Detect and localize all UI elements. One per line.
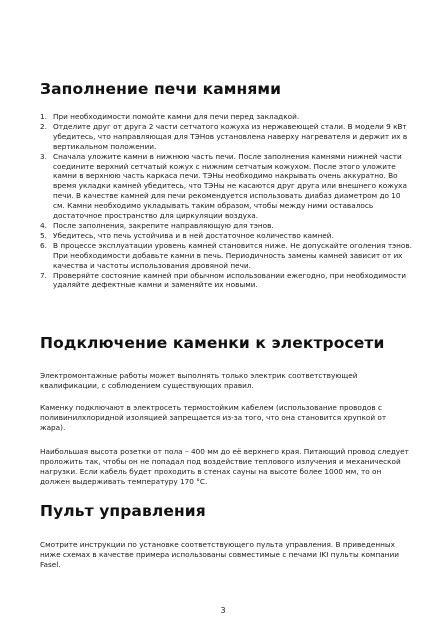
paragraph: Электромонтажные работы может выполнять только электрик соответствующей квалификации, с соблюдением существующих правил. [40, 371, 358, 390]
list-item-text: При необходимости помойте камни для печи перед закладкой. [53, 112, 300, 121]
list-item [40, 241, 412, 271]
list-item-number: 6. [40, 240, 47, 250]
list-item-number: 2. [40, 121, 47, 131]
list-item [40, 271, 412, 291]
section-title-stones: Заполнение печи камнями [40, 80, 282, 98]
list-item-text: В процессе эксплуатации уровень камней становится ниже. Не допускайте оголения тэнов. При необходимости добавьте камни в печь. Периодичность замены камней зависит от их качества и частоты использования дровяной печи. [53, 240, 412, 270]
list-item-text: Сначала уложите камни в нижнюю часть печи. После заполнения камнями нижней части соедините верхний сетчатый кожух с нижним сетчатым кожухом. После этого уложите камни в верхнюю часть каркаса печи. ТЭНы необходимо накрывать очень аккуратно. Во время укладки камней убедитесь, что ТЭНы не касаются друг друга или внешнего кожуха печи. В качестве камней для печи рекомендуется использовать диабаз диаметром до 10 см. Камни необходимо укладывать таким образом, чтобы между ними оставалось достаточное пространство для циркуляции воздуха. [53, 151, 407, 221]
list-item-text: Проверяйте состояние камней при обычном использовании ежегодно, при необходимости удаляйте дефектные камни и заменяйте их новыми. [53, 270, 407, 290]
paragraph: Смотрите инструкции по установке соответствующего пульта управления. В приведенных ниже схемах в качестве примера использованы совместимые с печами IKI пульты компании Fasel. [40, 540, 399, 569]
list-item [40, 221, 412, 231]
page-number: 3 [220, 606, 226, 615]
list-item-number: 5. [40, 230, 47, 240]
list-item-number: 1. [40, 112, 47, 121]
stones-instructions-list [40, 112, 412, 290]
section-title-control-panel: Пульт управления [40, 502, 206, 520]
list-item [40, 122, 412, 152]
section-title-electric: Подключение каменки к электросети [40, 334, 385, 352]
paragraph: Наибольшая высота розетки от пола – 400 мм до её верхнего края. Питающий провод следует проложить так, чтобы он не попадал под воздействие теплового излучения и механической нагрузки. Если кабель будет проходить в стенах сауны на высоте более 1000 мм, то он должен выдерживать температуру 170 °С. [40, 447, 409, 486]
paragraph: Каменку подключают в электросеть термостойким кабелем (использование проводов с поливинилхлоридной изоляцией запрещается из-за того, что она становится хрупкой от жара). [40, 403, 387, 432]
list-item-text: Отделите друг от друга 2 части сетчатого кожуха из нержавеющей стали. В модели 9 кВт убедитесь, что направляющая для ТЭНов установлена наверху нагревателя и держит их в вертикальном положении. [53, 121, 408, 151]
list-item-number: 3. [40, 151, 47, 161]
list-item [40, 231, 412, 241]
list-item [40, 152, 412, 221]
list-item-number: 7. [40, 270, 47, 280]
list-item-text: После заполнения, закрепите направляющую для тэнов. [53, 220, 274, 230]
list-item-text: Убедитесь, что печь устойчива и в ней достаточное количество камней. [53, 230, 334, 240]
list-item-number: 4. [40, 220, 47, 230]
list-item [40, 112, 412, 122]
